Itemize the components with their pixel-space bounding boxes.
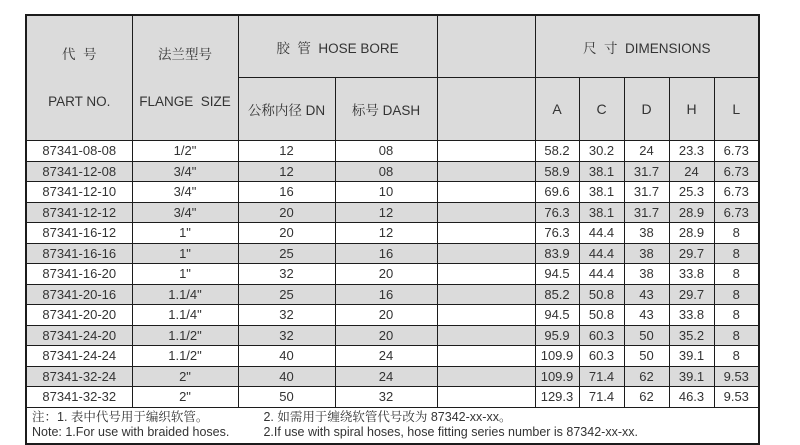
cell-empty bbox=[437, 387, 535, 408]
cell-dash: 12 bbox=[335, 202, 437, 223]
cell-c: 38.1 bbox=[579, 182, 624, 203]
cell-dash: 16 bbox=[335, 284, 437, 305]
cell-flange: 3/4" bbox=[132, 202, 238, 223]
cell-l: 8 bbox=[714, 264, 759, 285]
cell-l: 9.53 bbox=[714, 366, 759, 387]
table-row bbox=[26, 284, 759, 305]
cell-dn: 32 bbox=[238, 264, 335, 285]
cell-flange: 1.1/2" bbox=[132, 325, 238, 346]
cell-a: 94.5 bbox=[535, 264, 579, 285]
cell-dn: 12 bbox=[238, 161, 335, 182]
cell-h: 23.3 bbox=[669, 141, 714, 162]
col-header-part-no-en: PART NO. bbox=[48, 94, 111, 109]
cell-empty bbox=[437, 182, 535, 203]
table-row bbox=[26, 182, 759, 203]
cell-flange: 1.1/4" bbox=[132, 284, 238, 305]
cell-d: 38 bbox=[624, 243, 669, 264]
cell-empty bbox=[437, 141, 535, 162]
cell-h: 33.8 bbox=[669, 305, 714, 326]
cell-a: 109.9 bbox=[535, 346, 579, 367]
cell-c: 60.3 bbox=[579, 346, 624, 367]
cell-flange: 1" bbox=[132, 243, 238, 264]
cell-dn: 20 bbox=[238, 223, 335, 244]
cell-a: 129.3 bbox=[535, 387, 579, 408]
cell-part: 87341-16-20 bbox=[26, 264, 132, 285]
cell-dash: 16 bbox=[335, 243, 437, 264]
cell-a: 83.9 bbox=[535, 243, 579, 264]
note-en-2: 2.If use with spiral hoses, hose fitting series number is 87342-xx-xx. bbox=[263, 424, 638, 439]
note-cn-2: 2. 如需用于缠绕软管代号改为 87342-xx-xx。 bbox=[263, 409, 512, 424]
cell-dn: 40 bbox=[238, 346, 335, 367]
table-footer bbox=[26, 407, 759, 444]
cell-part: 87341-20-20 bbox=[26, 305, 132, 326]
notes-row bbox=[26, 407, 759, 444]
notes-cell bbox=[26, 407, 759, 444]
cell-part: 87341-08-08 bbox=[26, 141, 132, 162]
cell-flange: 2" bbox=[132, 387, 238, 408]
cell-flange: 1/2" bbox=[132, 141, 238, 162]
cell-flange: 1.1/4" bbox=[132, 305, 238, 326]
cell-a: 94.5 bbox=[535, 305, 579, 326]
cell-d: 24 bbox=[624, 141, 669, 162]
cell-empty bbox=[437, 305, 535, 326]
cell-l: 8 bbox=[714, 346, 759, 367]
cell-d: 62 bbox=[624, 387, 669, 408]
cell-c: 44.4 bbox=[579, 243, 624, 264]
cell-l: 6.73 bbox=[714, 141, 759, 162]
cell-d: 31.7 bbox=[624, 202, 669, 223]
col-header-part-no-cn: 代 号 bbox=[61, 47, 97, 62]
table-row bbox=[26, 202, 759, 223]
cell-part: 87341-32-32 bbox=[26, 387, 132, 408]
cell-d: 31.7 bbox=[624, 182, 669, 203]
cell-c: 71.4 bbox=[579, 387, 624, 408]
cell-dn: 32 bbox=[238, 325, 335, 346]
cell-part: 87341-12-08 bbox=[26, 161, 132, 182]
cell-a: 76.3 bbox=[535, 202, 579, 223]
cell-flange: 3/4" bbox=[132, 182, 238, 203]
col-header-part-no bbox=[26, 15, 132, 141]
cell-empty bbox=[437, 202, 535, 223]
note-line-english bbox=[32, 425, 758, 440]
cell-flange: 3/4" bbox=[132, 161, 238, 182]
cell-h: 28.9 bbox=[669, 223, 714, 244]
cell-h: 29.7 bbox=[669, 284, 714, 305]
cell-dn: 20 bbox=[238, 202, 335, 223]
cell-part: 87341-32-24 bbox=[26, 366, 132, 387]
cell-empty bbox=[437, 223, 535, 244]
cell-empty bbox=[437, 366, 535, 387]
cell-l: 6.73 bbox=[714, 161, 759, 182]
header-row-1 bbox=[26, 15, 759, 78]
col-header-flange-size bbox=[132, 15, 238, 141]
cell-h: 39.1 bbox=[669, 366, 714, 387]
table-body bbox=[26, 141, 759, 408]
cell-dn: 25 bbox=[238, 284, 335, 305]
cell-c: 44.4 bbox=[579, 264, 624, 285]
cell-part: 87341-16-16 bbox=[26, 243, 132, 264]
cell-h: 28.9 bbox=[669, 202, 714, 223]
cell-a: 58.2 bbox=[535, 141, 579, 162]
cell-h: 33.8 bbox=[669, 264, 714, 285]
table-row bbox=[26, 305, 759, 326]
table-row bbox=[26, 346, 759, 367]
col-header-dim-c: C bbox=[579, 78, 624, 141]
cell-h: 29.7 bbox=[669, 243, 714, 264]
cell-a: 109.9 bbox=[535, 366, 579, 387]
table-row bbox=[26, 387, 759, 408]
cell-a: 95.9 bbox=[535, 325, 579, 346]
cell-c: 44.4 bbox=[579, 223, 624, 244]
note-cn-1: 注：1. 表中代号用于编织软管。 bbox=[32, 409, 209, 424]
cell-h: 39.1 bbox=[669, 346, 714, 367]
cell-c: 50.8 bbox=[579, 305, 624, 326]
cell-d: 38 bbox=[624, 223, 669, 244]
cell-empty bbox=[437, 243, 535, 264]
group-header-hose-bore: 胶 管 HOSE BORE bbox=[238, 15, 437, 78]
cell-c: 60.3 bbox=[579, 325, 624, 346]
header-empty-cell-bottom bbox=[437, 78, 535, 141]
cell-a: 58.9 bbox=[535, 161, 579, 182]
cell-c: 38.1 bbox=[579, 202, 624, 223]
cell-d: 38 bbox=[624, 264, 669, 285]
cell-empty bbox=[437, 161, 535, 182]
cell-part: 87341-24-24 bbox=[26, 346, 132, 367]
cell-empty bbox=[437, 325, 535, 346]
cell-a: 69.6 bbox=[535, 182, 579, 203]
cell-part: 87341-12-12 bbox=[26, 202, 132, 223]
cell-flange: 1.1/2" bbox=[132, 346, 238, 367]
cell-dash: 08 bbox=[335, 161, 437, 182]
col-header-dim-h: H bbox=[669, 78, 714, 141]
table-row bbox=[26, 366, 759, 387]
hose-fitting-spec-table bbox=[25, 14, 760, 445]
cell-d: 43 bbox=[624, 305, 669, 326]
col-header-dim-l: L bbox=[714, 78, 759, 141]
cell-empty bbox=[437, 346, 535, 367]
cell-part: 87341-20-16 bbox=[26, 284, 132, 305]
col-header-dash: 标号 DASH bbox=[335, 78, 437, 141]
col-header-flange-cn: 法兰型号 bbox=[158, 47, 212, 62]
note-line-chinese bbox=[32, 410, 758, 425]
cell-c: 38.1 bbox=[579, 161, 624, 182]
group-header-dimensions: 尺 寸 DIMENSIONS bbox=[535, 15, 759, 78]
col-header-dn: 公称内径 DN bbox=[238, 78, 335, 141]
cell-part: 87341-12-10 bbox=[26, 182, 132, 203]
cell-d: 50 bbox=[624, 325, 669, 346]
cell-h: 46.3 bbox=[669, 387, 714, 408]
cell-l: 6.73 bbox=[714, 182, 759, 203]
cell-h: 24 bbox=[669, 161, 714, 182]
cell-l: 8 bbox=[714, 243, 759, 264]
table-row bbox=[26, 223, 759, 244]
note-en-1: Note: 1.For use with braided hoses. bbox=[32, 424, 230, 439]
cell-dash: 20 bbox=[335, 325, 437, 346]
cell-empty bbox=[437, 284, 535, 305]
cell-dash: 08 bbox=[335, 141, 437, 162]
cell-dash: 20 bbox=[335, 264, 437, 285]
table-row bbox=[26, 141, 759, 162]
cell-h: 35.2 bbox=[669, 325, 714, 346]
cell-dash: 20 bbox=[335, 305, 437, 326]
cell-part: 87341-16-12 bbox=[26, 223, 132, 244]
cell-l: 9.53 bbox=[714, 387, 759, 408]
cell-a: 76.3 bbox=[535, 223, 579, 244]
cell-l: 8 bbox=[714, 284, 759, 305]
cell-dn: 16 bbox=[238, 182, 335, 203]
cell-l: 8 bbox=[714, 305, 759, 326]
col-header-flange-en: FLANGE SIZE bbox=[139, 94, 231, 109]
cell-l: 8 bbox=[714, 223, 759, 244]
cell-d: 62 bbox=[624, 366, 669, 387]
cell-a: 85.2 bbox=[535, 284, 579, 305]
cell-dn: 50 bbox=[238, 387, 335, 408]
col-header-dim-a: A bbox=[535, 78, 579, 141]
cell-l: 8 bbox=[714, 325, 759, 346]
table-header bbox=[26, 15, 759, 141]
cell-dash: 32 bbox=[335, 387, 437, 408]
cell-flange: 2" bbox=[132, 366, 238, 387]
cell-dn: 12 bbox=[238, 141, 335, 162]
header-empty-cell-top bbox=[437, 15, 535, 78]
cell-flange: 1" bbox=[132, 223, 238, 244]
cell-dash: 24 bbox=[335, 346, 437, 367]
cell-part: 87341-24-20 bbox=[26, 325, 132, 346]
table-row bbox=[26, 264, 759, 285]
cell-d: 31.7 bbox=[624, 161, 669, 182]
cell-h: 25.3 bbox=[669, 182, 714, 203]
cell-c: 71.4 bbox=[579, 366, 624, 387]
cell-dn: 32 bbox=[238, 305, 335, 326]
cell-c: 50.8 bbox=[579, 284, 624, 305]
table-row bbox=[26, 325, 759, 346]
cell-dash: 24 bbox=[335, 366, 437, 387]
cell-l: 6.73 bbox=[714, 202, 759, 223]
cell-d: 50 bbox=[624, 346, 669, 367]
cell-dn: 25 bbox=[238, 243, 335, 264]
col-header-dim-d: D bbox=[624, 78, 669, 141]
cell-d: 43 bbox=[624, 284, 669, 305]
cell-c: 30.2 bbox=[579, 141, 624, 162]
cell-dn: 40 bbox=[238, 366, 335, 387]
cell-empty bbox=[437, 264, 535, 285]
table-row bbox=[26, 161, 759, 182]
table-row bbox=[26, 243, 759, 264]
cell-flange: 1" bbox=[132, 264, 238, 285]
cell-dash: 12 bbox=[335, 223, 437, 244]
cell-dash: 10 bbox=[335, 182, 437, 203]
